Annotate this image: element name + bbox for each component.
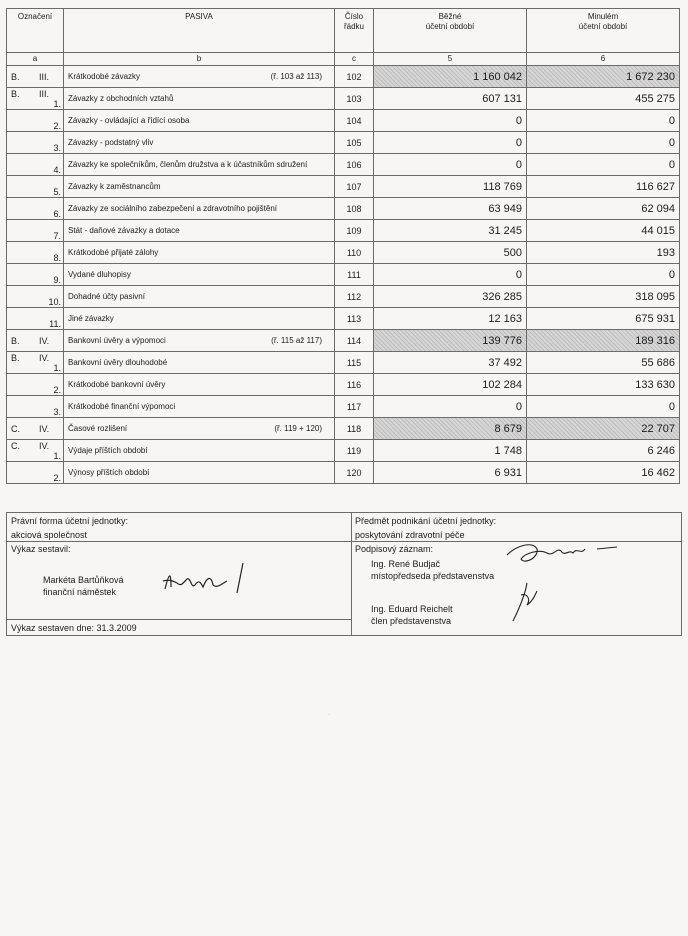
header-label-c: c bbox=[335, 53, 374, 66]
row-number: 111 bbox=[335, 264, 374, 286]
table-row bbox=[7, 132, 680, 154]
row-number: 115 bbox=[335, 352, 374, 374]
row-sub-number: 2. bbox=[53, 120, 61, 131]
business-label: Předmět podnikání účetní jednotky: bbox=[355, 516, 497, 526]
report-date: Výkaz sestaven dne: 31.3.2009 bbox=[11, 623, 137, 633]
row-designation bbox=[7, 308, 64, 330]
row-number: 107 bbox=[335, 176, 374, 198]
header-liabilities: PASIVA bbox=[64, 9, 335, 53]
row-description bbox=[64, 198, 335, 220]
preparer-title: finanční náměstek bbox=[43, 587, 117, 597]
signer-signatures bbox=[477, 535, 627, 625]
row-sub-number: 9. bbox=[53, 274, 61, 285]
row-description bbox=[64, 88, 335, 110]
table-row bbox=[7, 462, 680, 484]
row-description-text: Závazky - podstatný vliv bbox=[68, 138, 154, 147]
header-designation: Označení bbox=[7, 9, 64, 53]
header-row-number-line2: řádku bbox=[343, 22, 364, 31]
row-current-value: 1 748 bbox=[374, 440, 527, 462]
table-row bbox=[7, 220, 680, 242]
preparer-signature bbox=[157, 559, 257, 605]
row-current-value: 8 679 bbox=[374, 418, 527, 440]
row-previous-value: 116 627 bbox=[527, 176, 680, 198]
row-description-text: Jiné závazky bbox=[68, 314, 114, 323]
row-description-text: Závazky k zaměstnancům bbox=[68, 182, 161, 191]
row-previous-value: 62 094 bbox=[527, 198, 680, 220]
row-description bbox=[64, 462, 335, 484]
row-previous-value: 455 275 bbox=[527, 88, 680, 110]
row-previous-value: 1 672 230 bbox=[527, 66, 680, 88]
row-sub-number: 1. bbox=[53, 362, 61, 373]
row-designation bbox=[7, 352, 64, 374]
row-current-value: 118 769 bbox=[374, 176, 527, 198]
row-current-value: 0 bbox=[374, 154, 527, 176]
row-description-text: Závazky - ovládající a řídící osoba bbox=[68, 116, 190, 125]
row-sub-number: 2. bbox=[53, 472, 61, 483]
row-number: 104 bbox=[335, 110, 374, 132]
row-designation bbox=[7, 88, 64, 110]
row-previous-value: 22 707 bbox=[527, 418, 680, 440]
row-section: IV. bbox=[39, 335, 50, 346]
row-description-text: Krátkodobé finanční výpomoci bbox=[68, 402, 176, 411]
row-number: 109 bbox=[335, 220, 374, 242]
row-group: B. bbox=[11, 88, 20, 99]
signer1-title: místopředseda představenstva bbox=[371, 571, 495, 581]
row-designation bbox=[7, 440, 64, 462]
row-description bbox=[64, 308, 335, 330]
preparer-name: Markéta Bartůňková bbox=[43, 575, 124, 585]
row-number: 108 bbox=[335, 198, 374, 220]
row-section: III. bbox=[39, 88, 50, 99]
row-description bbox=[64, 264, 335, 286]
prepared-by-label: Výkaz sestavil: bbox=[11, 544, 71, 554]
row-previous-value: 189 316 bbox=[527, 330, 680, 352]
row-previous-value: 55 686 bbox=[527, 352, 680, 374]
row-description bbox=[64, 110, 335, 132]
table-row bbox=[7, 352, 680, 374]
row-group: B. bbox=[11, 352, 20, 363]
row-sub-number: 3. bbox=[53, 142, 61, 153]
row-previous-value: 318 095 bbox=[527, 286, 680, 308]
row-description bbox=[64, 132, 335, 154]
table-row bbox=[7, 286, 680, 308]
header-row-number bbox=[335, 9, 374, 53]
info-rule-left-2 bbox=[7, 619, 351, 620]
header-previous-line1: Minulém bbox=[587, 12, 619, 21]
row-sub-number: 7. bbox=[53, 230, 61, 241]
row-section: III. bbox=[39, 71, 50, 82]
row-previous-value: 0 bbox=[527, 396, 680, 418]
legal-form-label: Právní forma účetní jednotky: bbox=[11, 516, 129, 526]
row-designation bbox=[7, 132, 64, 154]
row-current-value: 0 bbox=[374, 110, 527, 132]
row-current-value: 31 245 bbox=[374, 220, 527, 242]
row-formula: (ř. 115 až 117) bbox=[271, 336, 322, 345]
row-designation bbox=[7, 462, 64, 484]
row-description bbox=[64, 418, 335, 440]
row-designation bbox=[7, 242, 64, 264]
row-sub-number: 6. bbox=[53, 208, 61, 219]
row-section: IV. bbox=[39, 352, 50, 363]
table-row bbox=[7, 308, 680, 330]
row-description-text: Krátkodobé bankovní úvěry bbox=[68, 380, 166, 389]
info-rule-left-1 bbox=[7, 541, 351, 542]
row-number: 118 bbox=[335, 418, 374, 440]
row-previous-value: 0 bbox=[527, 110, 680, 132]
header-label-6: 6 bbox=[527, 53, 680, 66]
header-row-number-line1: Číslo bbox=[344, 12, 364, 21]
row-current-value: 0 bbox=[374, 264, 527, 286]
row-current-value: 1 160 042 bbox=[374, 66, 527, 88]
signer1-name: Ing. René Budjač bbox=[371, 559, 441, 569]
row-group: B. bbox=[11, 71, 20, 82]
table-row bbox=[7, 110, 680, 132]
row-previous-value: 16 462 bbox=[527, 462, 680, 484]
row-current-value: 6 931 bbox=[374, 462, 527, 484]
row-designation bbox=[7, 176, 64, 198]
signer2-name: Ing. Eduard Reichelt bbox=[371, 604, 453, 614]
row-description-text: Stát - daňové závazky a dotace bbox=[68, 226, 180, 235]
row-description bbox=[64, 440, 335, 462]
row-description-text: Závazky z obchodních vztahů bbox=[68, 94, 174, 103]
row-previous-value: 193 bbox=[527, 242, 680, 264]
table-row bbox=[7, 330, 680, 352]
row-number: 113 bbox=[335, 308, 374, 330]
table-row bbox=[7, 66, 680, 88]
table-row bbox=[7, 88, 680, 110]
row-designation bbox=[7, 154, 64, 176]
row-description bbox=[64, 374, 335, 396]
row-group: B. bbox=[11, 335, 20, 346]
row-section: IV. bbox=[39, 423, 50, 434]
row-description-text: Výnosy příštích období bbox=[68, 468, 150, 477]
row-designation bbox=[7, 198, 64, 220]
scan-speck: · bbox=[328, 712, 330, 718]
row-sub-number: 8. bbox=[53, 252, 61, 263]
row-number: 119 bbox=[335, 440, 374, 462]
row-previous-value: 675 931 bbox=[527, 308, 680, 330]
info-divider bbox=[351, 513, 352, 635]
row-designation bbox=[7, 110, 64, 132]
row-number: 102 bbox=[335, 66, 374, 88]
row-designation bbox=[7, 396, 64, 418]
header-current-line1: Běžné bbox=[438, 12, 462, 21]
row-description bbox=[64, 176, 335, 198]
row-current-value: 12 163 bbox=[374, 308, 527, 330]
row-number: 120 bbox=[335, 462, 374, 484]
row-description bbox=[64, 242, 335, 264]
row-current-value: 102 284 bbox=[374, 374, 527, 396]
header-previous-line2: účetní období bbox=[578, 22, 628, 31]
row-sub-number: 10. bbox=[48, 296, 61, 307]
row-description bbox=[64, 66, 335, 88]
row-formula: (ř. 103 až 113) bbox=[270, 72, 322, 81]
row-number: 110 bbox=[335, 242, 374, 264]
row-current-value: 0 bbox=[374, 132, 527, 154]
row-sub-number: 1. bbox=[53, 450, 61, 461]
row-current-value: 0 bbox=[374, 396, 527, 418]
row-current-value: 139 776 bbox=[374, 330, 527, 352]
row-description-text: Krátkodobé přijaté zálohy bbox=[68, 248, 159, 257]
row-description bbox=[64, 330, 335, 352]
row-sub-number: 1. bbox=[53, 98, 61, 109]
row-description bbox=[64, 352, 335, 374]
row-description bbox=[64, 220, 335, 242]
row-number: 117 bbox=[335, 396, 374, 418]
row-description-text: Závazky ke společníkům, členům družstva a k účastníkům sdružení bbox=[68, 160, 308, 169]
business-value: poskytování zdravotní péče bbox=[355, 530, 465, 540]
signer2-title: člen představenstva bbox=[371, 616, 452, 626]
table-row bbox=[7, 264, 680, 286]
row-formula: (ř. 119 + 120) bbox=[274, 424, 322, 433]
table-row bbox=[7, 176, 680, 198]
row-previous-value: 6 246 bbox=[527, 440, 680, 462]
header-label-a: a bbox=[7, 53, 64, 66]
row-previous-value: 0 bbox=[527, 264, 680, 286]
row-description-text: Vydané dluhopisy bbox=[68, 270, 131, 279]
row-designation bbox=[7, 286, 64, 308]
legal-form-value: akciová společnost bbox=[11, 530, 88, 540]
row-description bbox=[64, 154, 335, 176]
row-number: 105 bbox=[335, 132, 374, 154]
row-previous-value: 0 bbox=[527, 132, 680, 154]
header-label-b: b bbox=[64, 53, 335, 66]
row-designation bbox=[7, 220, 64, 242]
row-number: 103 bbox=[335, 88, 374, 110]
row-designation bbox=[7, 418, 64, 440]
row-designation bbox=[7, 330, 64, 352]
liabilities-table bbox=[6, 8, 680, 484]
row-group: C. bbox=[11, 440, 20, 451]
signature-label: Podpisový záznam: bbox=[355, 544, 434, 554]
row-current-value: 607 131 bbox=[374, 88, 527, 110]
row-current-value: 37 492 bbox=[374, 352, 527, 374]
row-sub-number: 11. bbox=[49, 318, 61, 329]
table-row bbox=[7, 418, 680, 440]
row-description-text: Závazky ze sociálního zabezpečení a zdravotního pojištění bbox=[68, 204, 278, 213]
row-description-text: Časové rozlišení bbox=[68, 424, 128, 433]
row-number: 114 bbox=[335, 330, 374, 352]
table-row bbox=[7, 440, 680, 462]
row-designation bbox=[7, 264, 64, 286]
row-current-value: 326 285 bbox=[374, 286, 527, 308]
row-previous-value: 0 bbox=[527, 154, 680, 176]
table-row bbox=[7, 154, 680, 176]
row-description bbox=[64, 286, 335, 308]
table-row bbox=[7, 374, 680, 396]
row-sub-number: 5. bbox=[53, 186, 61, 197]
row-description-text: Bankovní úvěry a výpomoci bbox=[68, 336, 166, 345]
row-number: 106 bbox=[335, 154, 374, 176]
row-description-text: Bankovní úvěry dlouhodobé bbox=[68, 358, 168, 367]
row-section: IV. bbox=[39, 440, 50, 451]
row-designation bbox=[7, 66, 64, 88]
row-previous-value: 44 015 bbox=[527, 220, 680, 242]
header-current-line2: účetní období bbox=[425, 22, 475, 31]
header-label-5: 5 bbox=[374, 53, 527, 66]
row-number: 116 bbox=[335, 374, 374, 396]
liabilities-rows bbox=[7, 66, 680, 484]
row-sub-number: 4. bbox=[53, 164, 61, 175]
row-sub-number: 2. bbox=[53, 384, 61, 395]
row-description-text: Dohadné účty pasivní bbox=[68, 292, 145, 301]
row-sub-number: 3. bbox=[53, 406, 61, 417]
row-designation bbox=[7, 374, 64, 396]
table-row bbox=[7, 198, 680, 220]
row-current-value: 500 bbox=[374, 242, 527, 264]
row-previous-value: 133 630 bbox=[527, 374, 680, 396]
row-group: C. bbox=[11, 423, 20, 434]
header-previous-period bbox=[527, 9, 680, 53]
report-info-block bbox=[6, 512, 682, 636]
row-number: 112 bbox=[335, 286, 374, 308]
row-description-text: Výdaje příštích období bbox=[68, 446, 148, 455]
row-description-text: Krátkodobé závazky bbox=[68, 72, 141, 81]
row-description bbox=[64, 396, 335, 418]
row-current-value: 63 949 bbox=[374, 198, 527, 220]
table-row bbox=[7, 242, 680, 264]
table-row bbox=[7, 396, 680, 418]
header-current-period bbox=[374, 9, 527, 53]
